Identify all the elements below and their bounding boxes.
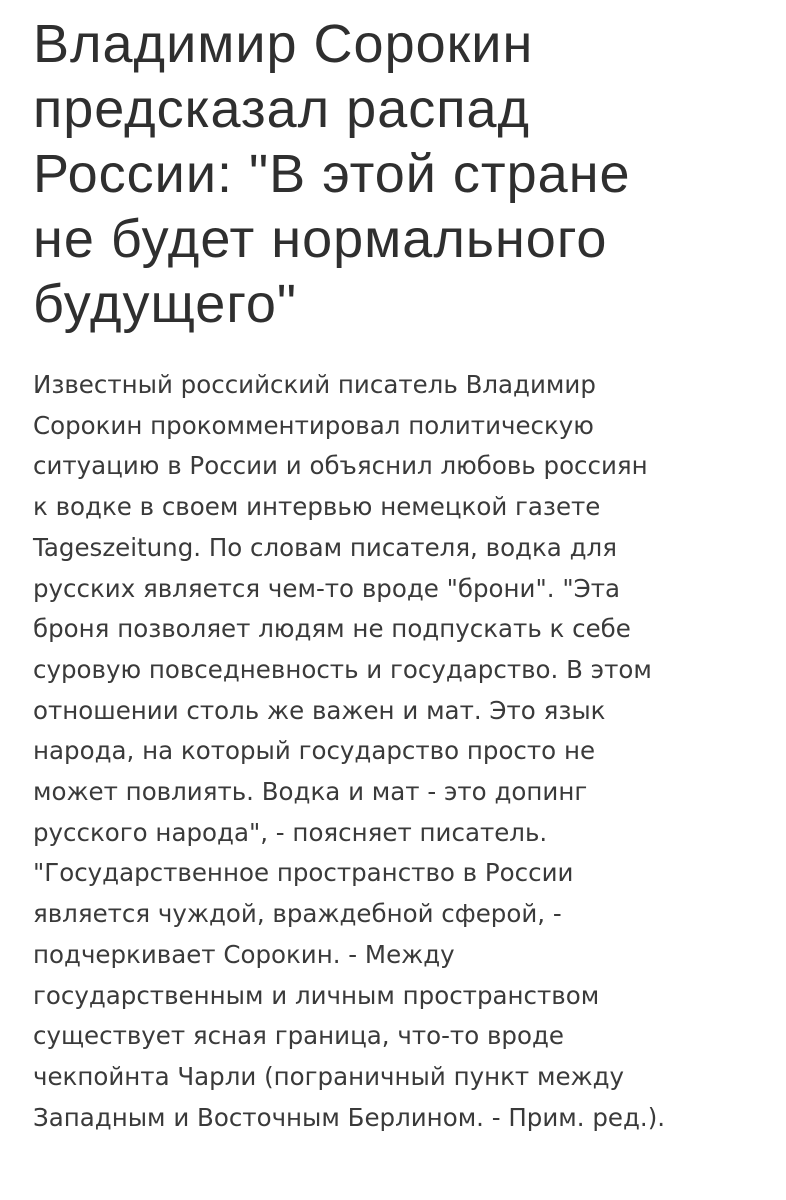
body-line: суровую повседневность и государство. В этом — [33, 654, 652, 684]
body-line: подчеркивает Сорокин. - Между — [33, 939, 455, 969]
body-line: государственным и личным пространством — [33, 980, 600, 1010]
body-line: Известный российский писатель Владимир — [33, 370, 596, 399]
body-line: отношении столь же важен и мат. Это язык — [33, 695, 606, 725]
body-line: русских является чем-то вроде "брони". "Эта — [33, 573, 620, 603]
body-line: чекпойнта Чарли (пограничный пункт между — [33, 1061, 625, 1091]
body-line: существует ясная граница, что-то вроде — [33, 1021, 564, 1051]
body-line: "Государственное пространство в России — [33, 858, 574, 888]
body-line: ситуацию в России и объяснил любовь россиян — [33, 451, 648, 481]
article-body — [33, 365, 766, 1138]
body-line: может повлиять. Водка и мат - это допинг — [33, 777, 588, 807]
headline-line: России: "В этой стране — [33, 144, 631, 204]
body-line: русского народа", - поясняет писатель. — [33, 817, 548, 847]
body-line: Сорокин прокомментировал политическую — [33, 410, 594, 440]
body-line: Tageszeitung. По словам писателя, водка для — [33, 532, 617, 562]
body-line: броня позволяет людям не подпускать к себе — [33, 614, 631, 644]
body-line: Западным и Восточным Берлином. - Прим. ред.). — [33, 1102, 666, 1132]
headline-line: не будет нормального — [33, 209, 608, 269]
body-line: народа, на который государство просто не — [33, 736, 596, 766]
headline-line: предсказал распад — [33, 79, 531, 139]
headline-line: будущего" — [33, 274, 298, 334]
headline-line: Владимир Сорокин — [33, 14, 534, 74]
article-headline — [33, 0, 766, 337]
body-line: к водке в своем интервью немецкой газете — [33, 492, 601, 522]
body-line: является чуждой, враждебной сферой, - — [33, 899, 562, 929]
